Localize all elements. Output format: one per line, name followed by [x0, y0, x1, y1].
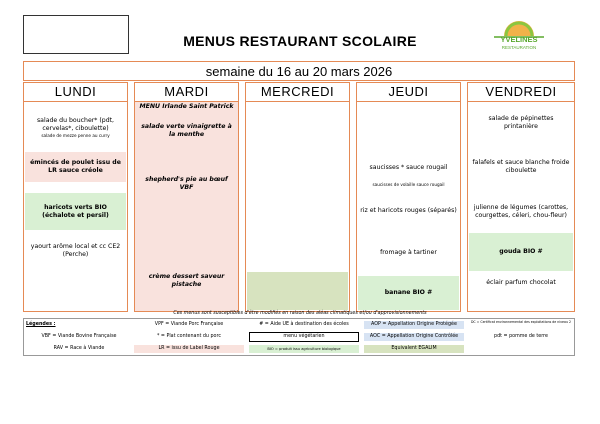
legend-vpf: VPF = Viande Porc Française [154, 322, 224, 327]
jeudi-main-text: saucisses * sauce rougail [369, 164, 448, 171]
legend-aide-ue: # = Aide UE à destination des écoles [259, 322, 349, 327]
day-header-vendredi: VENDREDI [468, 83, 574, 102]
mardi-menu-title: MENU Irlande Saint Patrick [139, 103, 234, 110]
legend-egalim: Equivalent EGALIM [364, 345, 464, 353]
lundi-starter-text: salade du boucher* (pdt, cervelas*, ciboulette) [36, 116, 115, 132]
brand-subname: RESTAURATION [501, 45, 537, 50]
jeudi-main [358, 158, 459, 194]
legend-bio: BIO = produit issu agriculture biologique [249, 345, 359, 353]
legend-dc: DC = Certificat environnemental des exploitations de niveau 2 [470, 320, 572, 324]
legend-aoc: AOC = Appellation Origine Contrôlée [364, 333, 464, 341]
brand-logo [484, 16, 554, 56]
legend-vbf: VBF = Viande Bovine Française [41, 334, 117, 339]
day-header-mercredi: MERCREDI [246, 83, 349, 102]
day-header-lundi: LUNDI [24, 83, 127, 102]
day-column-vendredi [467, 82, 575, 312]
day-column-mercredi [245, 82, 350, 312]
jeudi-main-alt: saucisses de volaille sauce rougail [372, 182, 445, 187]
legend-box [23, 318, 575, 356]
page-title: MENUS RESTAURANT SCOLAIRE [183, 33, 417, 49]
disclaimer-note: Ces menus sont susceptibles d'être modifiés en raison des aléas climatiques et/ou d'approvisionnements [173, 311, 427, 316]
legend-porc: * = Plat contenant du porc [156, 334, 221, 339]
lundi-starter-alt: salade de mezze penne au curry [41, 132, 110, 138]
vendredi-starter: salade de pépinettes printanière [488, 115, 554, 130]
lundi-starter [25, 105, 126, 150]
mardi-main: shepherd's pie au bœuf VBF [145, 175, 228, 191]
legend-pdt: pdt = pomme de terre [494, 334, 548, 339]
lundi-dairy: yaourt arôme local et cc CE2 (Perche) [30, 242, 121, 258]
week-banner: semaine du 16 au 20 mars 2026 [23, 61, 575, 81]
lundi-main: émincés de poulet issu de LR sauce créole [25, 152, 126, 182]
day-column-jeudi [356, 82, 461, 312]
legend-rav: RAV = Race à Viande [53, 346, 105, 351]
mardi-starter: salade verte vinaigrette à la menthe [141, 122, 232, 138]
school-logo-placeholder [23, 15, 129, 54]
vendredi-side: julienne de légumes (carottes, courgettes, céleri, chou-fleur) [473, 204, 569, 219]
vendredi-main: falafels et sauce blanche froide ciboulette [472, 159, 570, 174]
brand-name: YVELINES [500, 35, 538, 44]
mardi-dessert: crème dessert saveur pistache [148, 273, 225, 288]
jeudi-side: riz et haricots rouges (séparés) [360, 207, 457, 214]
jeudi-dessert: banane BIO # [358, 276, 459, 310]
day-column-mardi [134, 82, 239, 312]
legend-vegetarien: menu végétarien [249, 332, 359, 342]
lundi-side: haricots verts BIO (échalote et persil) [25, 193, 126, 230]
day-header-jeudi: JEUDI [357, 83, 460, 102]
day-header-mardi: MARDI [135, 83, 238, 102]
legend-label-rouge: LR = issu de Label Rouge [134, 345, 244, 353]
day-column-lundi [23, 82, 128, 312]
vendredi-dairy: gouda BIO # [469, 233, 573, 271]
vendredi-dessert: éclair parfum chocolat [486, 279, 556, 286]
jeudi-dairy: fromage à tartiner [380, 249, 437, 256]
legend-aop: AOP = Appellation Origine Protégée [364, 321, 464, 329]
legend-title: Légendes : [26, 322, 56, 327]
mercredi-empty-slot [247, 272, 348, 310]
